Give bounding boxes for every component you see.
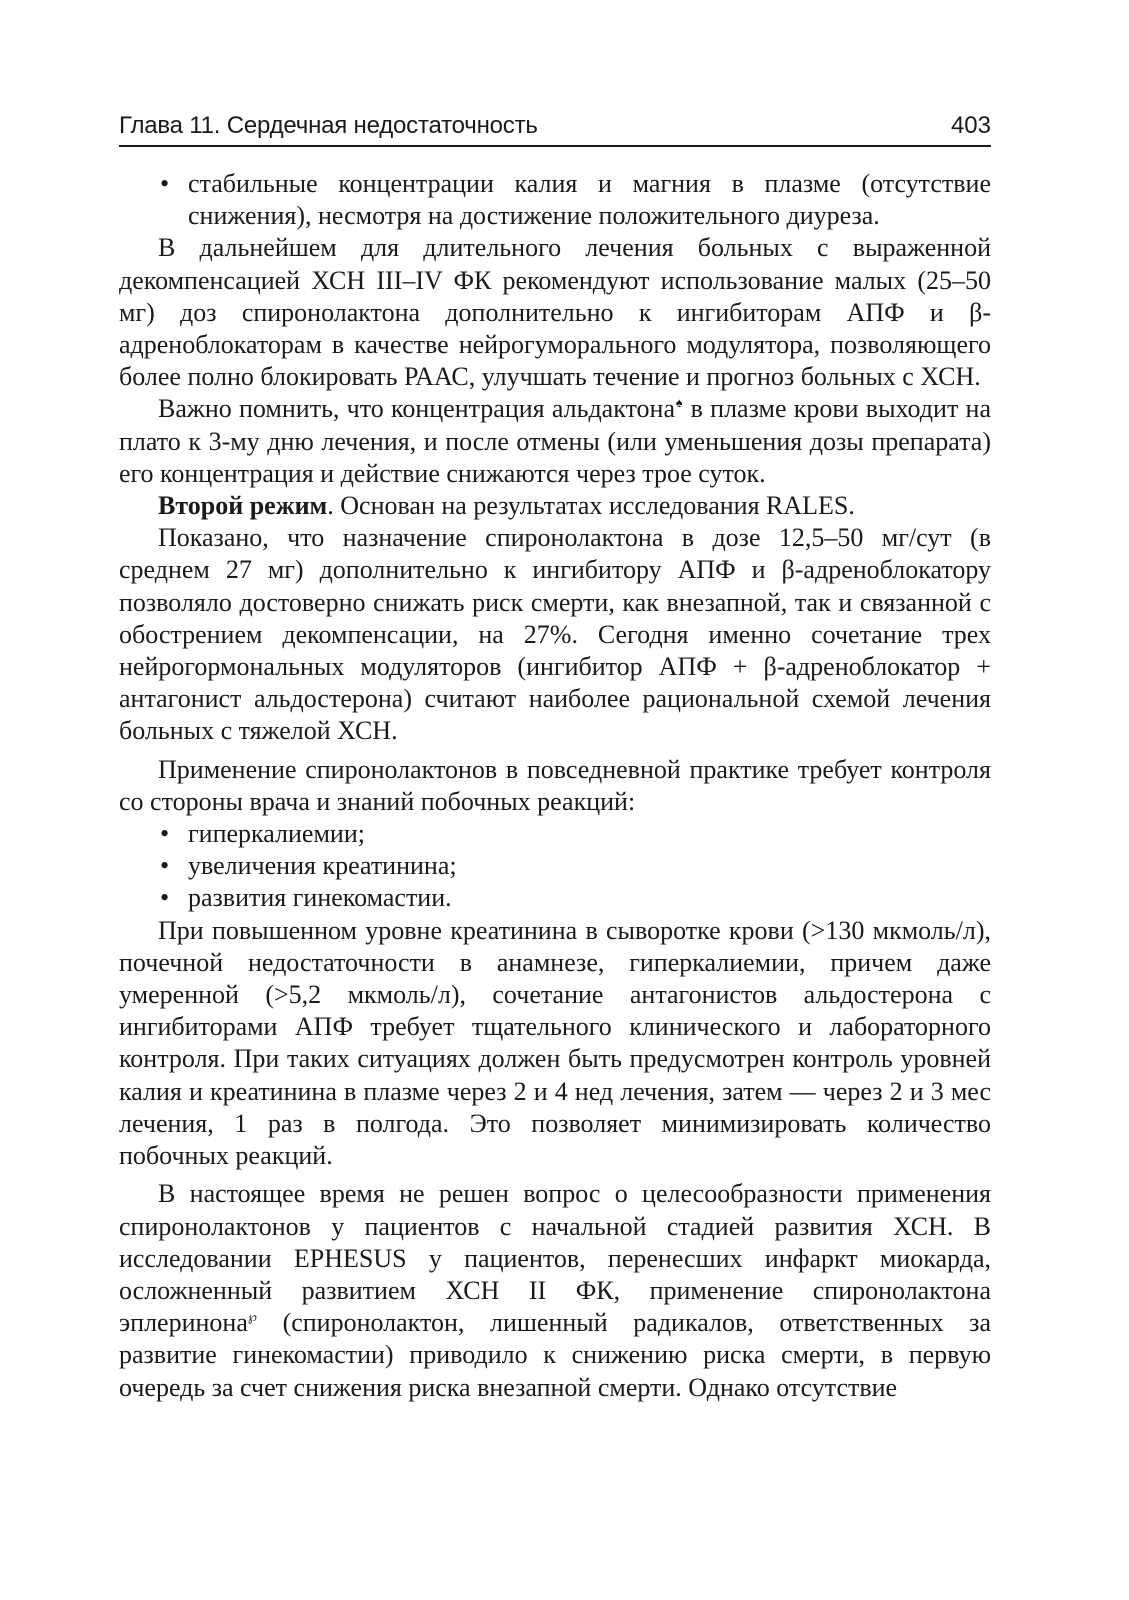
drug-mark-icon: ℘ — [247, 1309, 257, 1325]
paragraph-text: Важно помнить, что концентрация альдактона — [158, 394, 675, 424]
paragraph-text: В настоящее время не решен вопрос о целесообразности применения спиронолактонов у пациентов с начальной стадией развития ХСН. В исследовании EPHESUS у пациентов, перенесших инфаркт миокарда, осложненный развитием ХСН II ФК, применение спиронолактона эплеринона — [119, 1179, 991, 1338]
paragraph: Применение спиронолактонов в повседневной практике требует контроля со стороны врача и знаний побочных реакций: — [119, 754, 991, 816]
page-number: 403 — [950, 112, 991, 139]
list-item: • гиперкалиемии; — [119, 818, 991, 850]
paragraph: При повышенном уровне креатинина в сыворотке крови (>130 мкмоль/л), почечной недостаточности в анамнезе, гиперкалиемии, причем даже умеренной (>5,2 мкмоль/л), сочетание антагонистов альдостерона с ингибиторами АПФ требует тщательного клинического и лабораторного контроля. При таких ситуациях должен быть предусмотрен контроль уровней калия и креатинина в плазме через 2 и 4 нед лечения, затем — через 2 и 3 мес лечения, 1 раз в полгода. Это позволяет минимизировать количество побочных реакций. — [119, 915, 991, 1171]
section-lead: Второй режим — [158, 491, 328, 521]
running-header — [119, 109, 991, 147]
page-body — [119, 168, 991, 1404]
drug-mark-icon: ♠ — [675, 395, 684, 411]
paragraph-text: . Основан на результатах исследования RALES. — [327, 491, 855, 521]
paragraph — [119, 1178, 991, 1403]
list-item: • увеличения креатинина; — [119, 850, 991, 882]
list-item: • развития гинекомастии. — [119, 882, 991, 914]
paragraph — [119, 393, 991, 490]
list-item: • стабильные концентрации калия и магния в плазме (отсутствие снижения), несмотря на достижение положительного диуреза. — [119, 168, 991, 232]
side-effects-list — [119, 818, 991, 915]
paragraph-text: в плазме крови выходит на плато к 3-му дню лечения, и после отмены (или уменьшения дозы препарата) его концентрация и действие снижаются через трое суток. — [119, 394, 992, 488]
paragraph: В дальнейшем для длительного лечения больных с выраженной декомпенсацией ХСН III–IV ФК рекомендуют использование малых (25–50 мг) доз спиронолактона дополнительно к ингибиторам АПФ и β-адреноблокаторам в качестве нейрогуморального модулятора, позволяющего более полно блокировать РААС, улучшать течение и прогноз больных с ХСН. — [119, 233, 991, 392]
paragraph — [119, 490, 991, 522]
bullet-list-top — [119, 168, 991, 232]
paragraph-text: (спиронолактон, лишенный радикалов, ответственных за развитие гинекомастии) приводило к снижению риска смерти, в первую очередь за счет снижения риска внезапной смерти. Однако отсутствие — [119, 1308, 991, 1402]
chapter-title: Глава 11. Сердечная недостаточность — [119, 112, 538, 139]
paragraph: Показано, что назначение спиронолактона в дозе 12,5–50 мг/сут (в среднем 27 мг) дополнительно к ингибитору АПФ и β-адреноблокатору позволяло достоверно снижать риск смерти, как внезапной, так и связанной с обострением декомпенсации, на 27%. Сегодня именно сочетание трех нейрогормональных модуляторов (ингибитор АПФ + β-адреноблокатор + антагонист альдостерона) считают наиболее рациональной схемой лечения больных с тяжелой ХСН. — [119, 523, 991, 746]
